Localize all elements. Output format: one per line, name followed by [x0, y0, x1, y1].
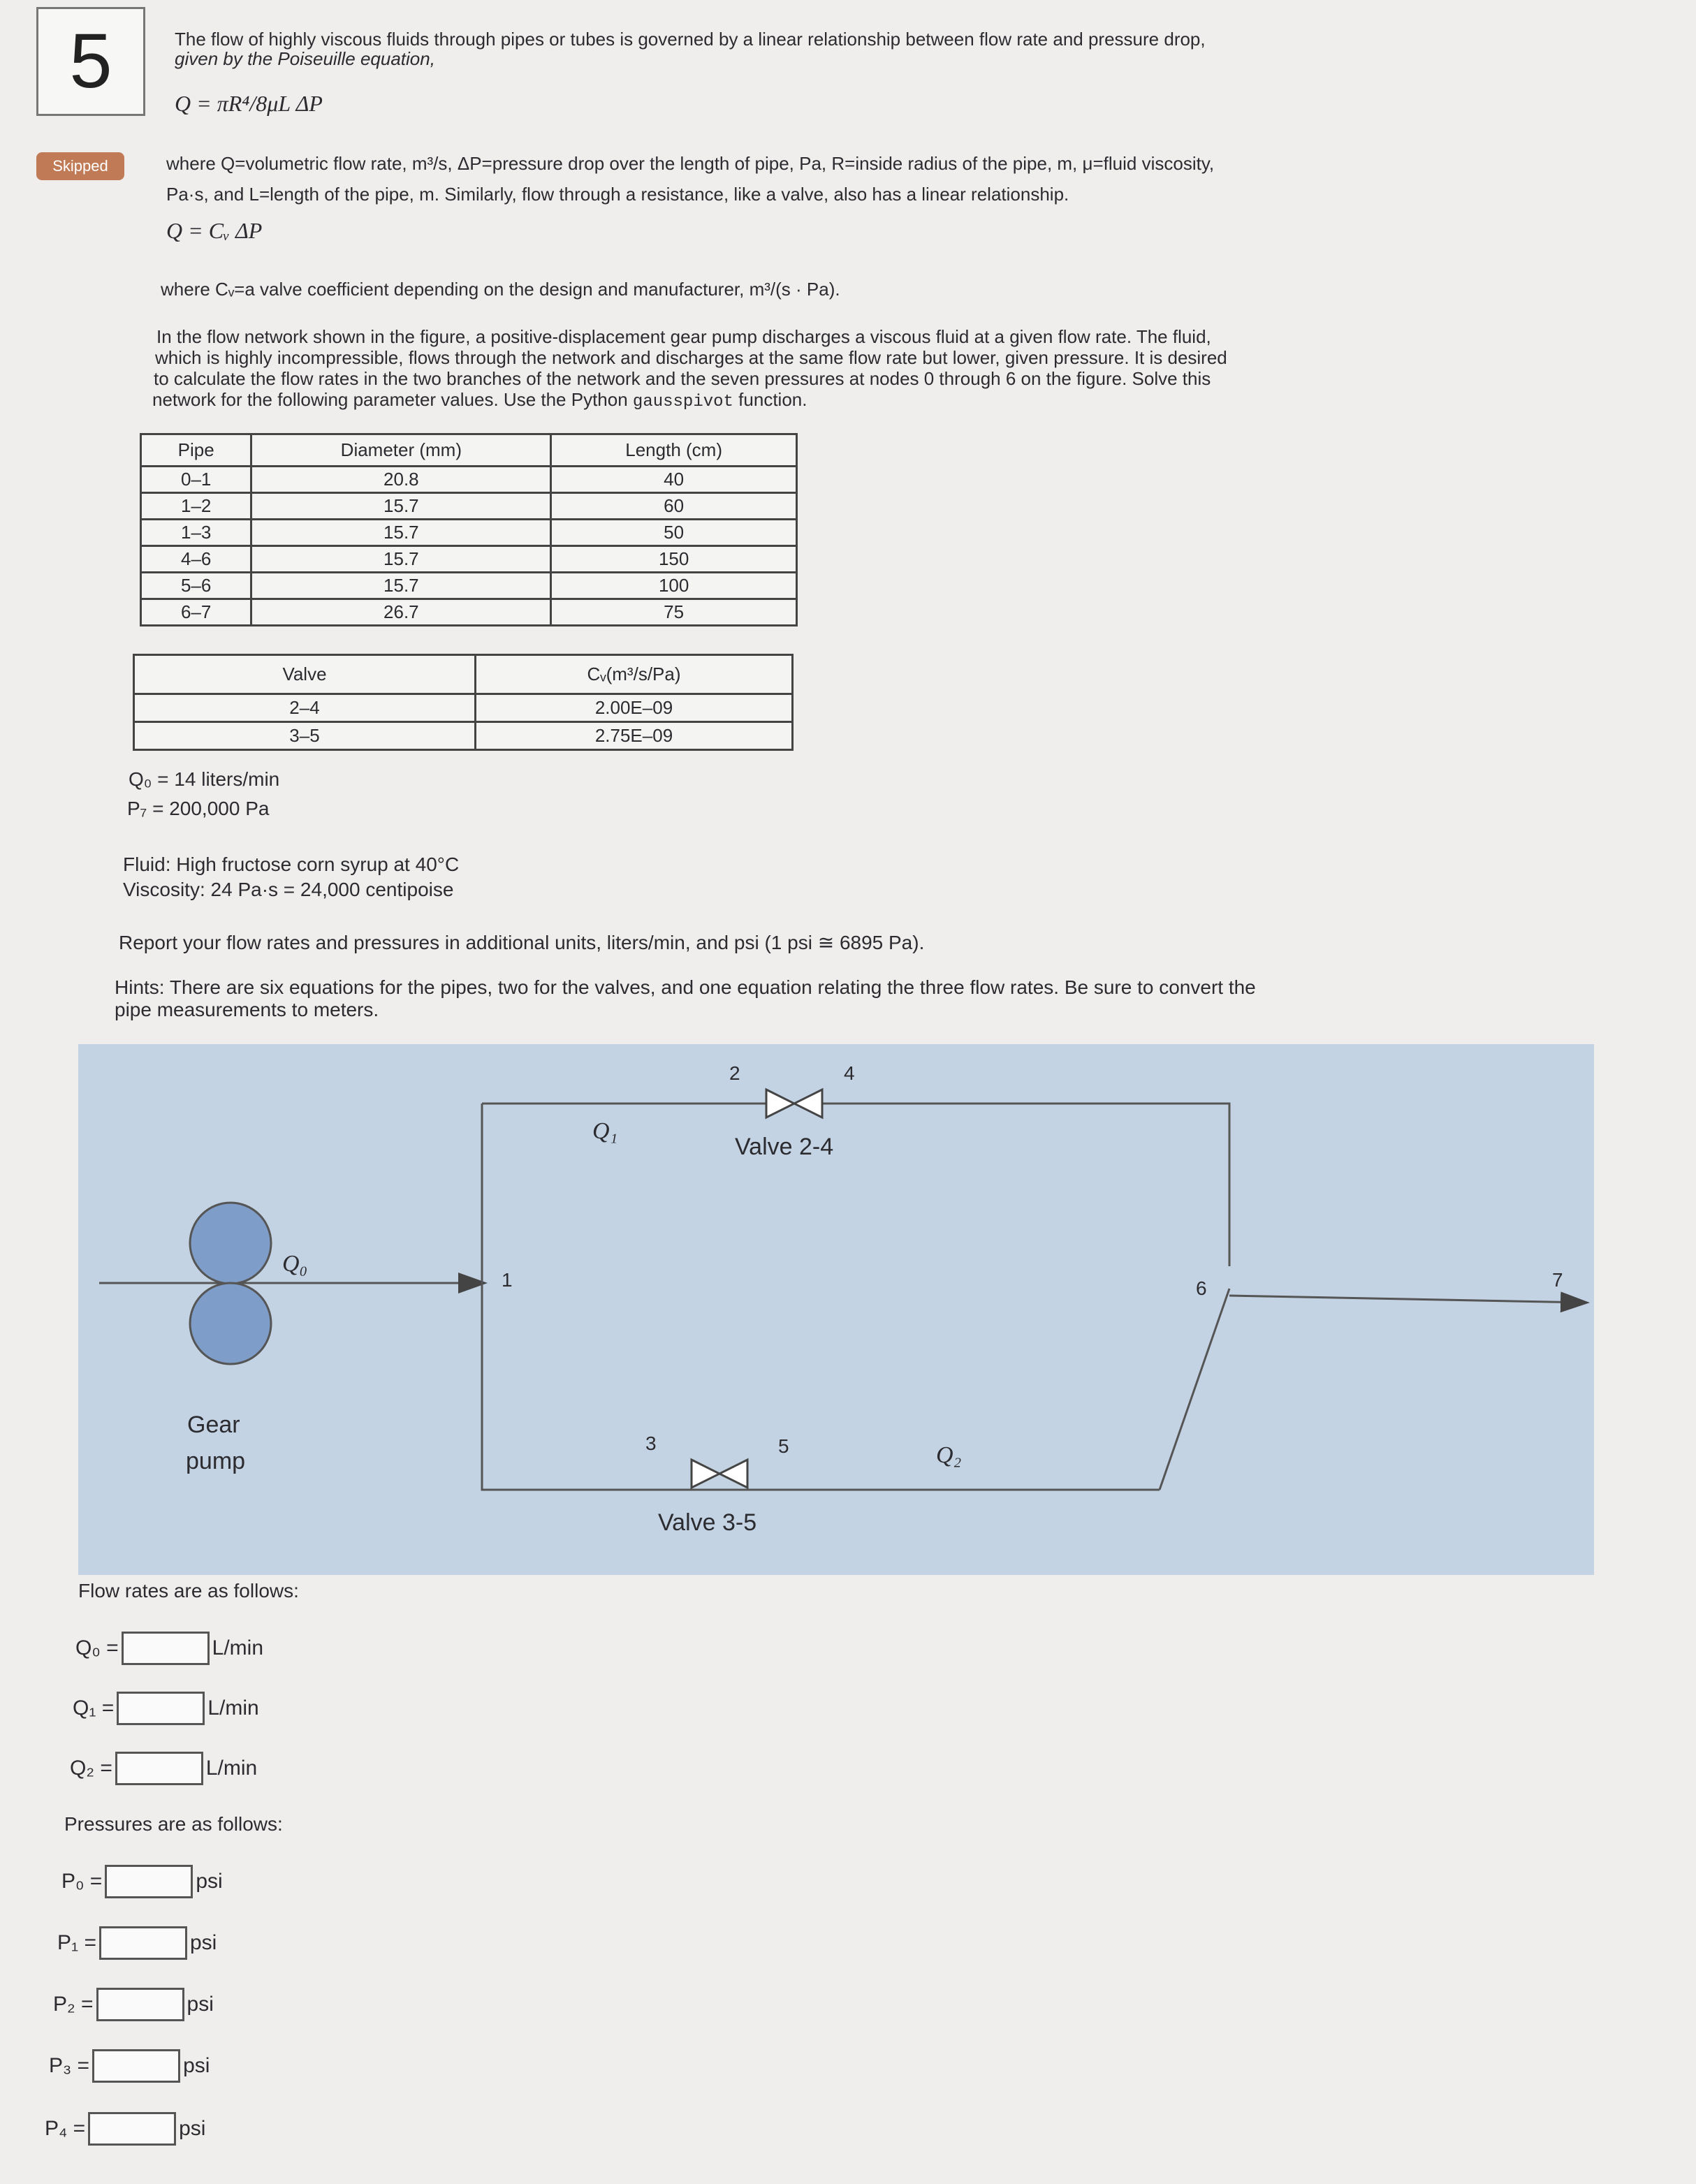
q0-answer-label: Q₀ = [75, 1636, 119, 1659]
length-cell: 40 [551, 467, 797, 493]
given-q0: Q₀ = 14 liters/min [129, 768, 280, 790]
pipe-cell: 5–6 [141, 573, 251, 599]
q1-label: Q₁ [592, 1118, 618, 1144]
where-text-1a: where Q=volumetric flow rate, m³/s, ΔP=pressure drop over the length of pipe, Pa, R=inside radius of the pipe, m, μ=fluid viscosity, [166, 153, 1215, 174]
diameter-cell: 15.7 [251, 573, 551, 599]
table-row [134, 722, 793, 750]
p1-answer-unit: psi [190, 1931, 217, 1954]
problem-line-2: which is highly incompressible, flows through the network and discharges at the same flow rate but lower, given pressure. It is desired [155, 347, 1227, 368]
p2-answer-input[interactable] [96, 1988, 184, 2021]
pipe-cell: 6–7 [141, 599, 251, 626]
p2-answer-row [53, 1988, 214, 2021]
length-cell: 60 [551, 493, 797, 520]
diameter-header: Diameter (mm) [251, 434, 551, 467]
node-2-label: 2 [729, 1062, 740, 1084]
valve-cell: 2–4 [134, 694, 476, 722]
p3-answer-label: P₃ = [49, 2054, 90, 2077]
pipe-cell: 0–1 [141, 467, 251, 493]
length-cell: 75 [551, 599, 797, 626]
p4-answer-input[interactable] [88, 2112, 176, 2146]
cv-header: Cᵥ(m³/s/Pa) [476, 655, 793, 694]
q1-answer-input[interactable] [117, 1692, 205, 1725]
question-number: 5 [36, 7, 145, 116]
p1-answer-row [57, 1926, 217, 1960]
q2-answer-input[interactable] [115, 1752, 203, 1785]
node-5-label: 5 [778, 1435, 789, 1457]
code-gausspivot: gausspivot [632, 393, 733, 411]
table-row [141, 520, 797, 546]
q1-answer-unit: L/min [207, 1696, 259, 1720]
status-badge: Skipped [36, 152, 124, 180]
valve-3-5-label: Valve 3-5 [658, 1509, 757, 1536]
pipe-table [140, 433, 798, 626]
q2-answer-unit: L/min [205, 1757, 258, 1780]
q1-answer-row [73, 1692, 259, 1725]
p1-answer-input[interactable] [99, 1926, 187, 1960]
q0-answer-row [75, 1632, 263, 1665]
gear-pump-label-1: Gear [187, 1412, 240, 1438]
pipe-cell: 1–2 [141, 493, 251, 520]
node-6-label: 6 [1196, 1277, 1207, 1299]
length-cell: 150 [551, 546, 797, 573]
p3-answer-unit: psi [183, 2054, 210, 2077]
q0-label: Q₀ [282, 1251, 308, 1277]
flow-network-diagram [78, 1044, 1594, 1575]
table-row [134, 694, 793, 722]
valve-cell: 3–5 [134, 722, 476, 750]
network-svg [78, 1044, 1594, 1575]
intro-line-2: given by the Poiseuille equation, [175, 48, 435, 69]
poiseuille-equation: Q = πR⁴/8μL ΔP [175, 91, 323, 116]
length-cell: 100 [551, 573, 797, 599]
q2-label: Q₂ [936, 1442, 962, 1468]
table-row [141, 599, 797, 626]
q1-answer-label: Q₁ = [73, 1696, 115, 1720]
valve-header: Valve [134, 655, 476, 694]
node-7-label: 7 [1552, 1269, 1563, 1291]
valve-3-5-icon [692, 1460, 747, 1488]
p4-answer-unit: psi [179, 2117, 206, 2140]
q2-answer-row [70, 1752, 257, 1785]
gear-top-icon [190, 1203, 271, 1284]
q2-answer-label: Q₂ = [70, 1757, 112, 1780]
diameter-cell: 15.7 [251, 493, 551, 520]
cv-cell: 2.75E–09 [476, 722, 793, 750]
problem-line-1: In the flow network shown in the figure, a positive-displacement gear pump discharges a viscous fluid at a given flow rate. The fluid, [156, 326, 1211, 347]
q0-answer-unit: L/min [212, 1636, 263, 1659]
gear-pump-label-2: pump [186, 1448, 246, 1474]
node-4-label: 4 [844, 1062, 855, 1084]
hints-line-1: Hints: There are six equations for the pipes, two for the valves, and one equation relating the three flow rates. Be sure to convert the [115, 976, 1256, 998]
where-text-1b: Pa·s, and L=length of the pipe, m. Similarly, flow through a resistance, like a valve, also has a linear relationship. [166, 184, 1069, 205]
given-p7: P₇ = 200,000 Pa [127, 798, 270, 819]
p0-answer-input[interactable] [105, 1865, 193, 1898]
p0-answer-unit: psi [196, 1870, 223, 1893]
problem-line-3: to calculate the flow rates in the two branches of the network and the seven pressures at nodes 0 through 6 on the figure. Solve this [154, 368, 1211, 389]
valve-equation: Q = Cᵥ ΔP [166, 218, 263, 243]
pressures-heading: Pressures are as follows: [64, 1813, 283, 1835]
where-text-2: where Cᵥ=a valve coefficient depending on the design and manufacturer, m³/(s · Pa). [161, 279, 840, 300]
report-instructions: Report your flow rates and pressures in additional units, liters/min, and psi (1 psi ≅ 6895 Pa). [119, 932, 925, 953]
table-row [141, 546, 797, 573]
q0-answer-input[interactable] [122, 1632, 210, 1665]
node-3-label: 3 [645, 1432, 657, 1454]
pipe-cell: 1–3 [141, 520, 251, 546]
diameter-cell: 20.8 [251, 467, 551, 493]
p4-answer-row [45, 2112, 205, 2146]
valve-table [133, 654, 794, 751]
p4-answer-label: P₄ = [45, 2117, 86, 2140]
fluid-viscosity: Viscosity: 24 Pa·s = 24,000 centipoise [123, 879, 454, 900]
valve-2-4-label: Valve 2-4 [735, 1134, 834, 1160]
table-row [141, 467, 797, 493]
fluid-name: Fluid: High fructose corn syrup at 40°C [123, 853, 460, 875]
table-row [141, 573, 797, 599]
cv-cell: 2.00E–09 [476, 694, 793, 722]
pipe-header: Pipe [141, 434, 251, 467]
p1-answer-label: P₁ = [57, 1931, 96, 1954]
p0-answer-label: P₀ = [61, 1870, 103, 1893]
pipe-cell: 4–6 [141, 546, 251, 573]
p3-answer-input[interactable] [92, 2049, 180, 2083]
hints-line-2: pipe measurements to meters. [115, 999, 379, 1020]
flow-rates-heading: Flow rates are as follows: [78, 1580, 299, 1602]
length-cell: 50 [551, 520, 797, 546]
outlet-pipe [1229, 1296, 1586, 1303]
length-header: Length (cm) [551, 434, 797, 467]
problem-line-4 [152, 388, 807, 413]
problem-line-4a: network for the following parameter values. Use the Python [152, 389, 633, 410]
diameter-cell: 26.7 [251, 599, 551, 626]
table-row [141, 493, 797, 520]
node-1-label: 1 [502, 1269, 513, 1291]
return-pipe [1160, 1289, 1229, 1490]
lower-branch [482, 1104, 1160, 1490]
p0-answer-row [61, 1865, 223, 1898]
intro-line-1: The flow of highly viscous fluids through pipes or tubes is governed by a linear relationship between flow rate and pressure drop, [175, 29, 1206, 50]
p2-answer-unit: psi [187, 1993, 214, 2016]
diameter-cell: 15.7 [251, 546, 551, 573]
p3-answer-row [49, 2049, 210, 2083]
diameter-cell: 15.7 [251, 520, 551, 546]
gear-bottom-icon [190, 1283, 271, 1364]
problem-line-4b: function. [733, 389, 807, 410]
valve-2-4-icon [766, 1090, 822, 1117]
p2-answer-label: P₂ = [53, 1993, 94, 2016]
